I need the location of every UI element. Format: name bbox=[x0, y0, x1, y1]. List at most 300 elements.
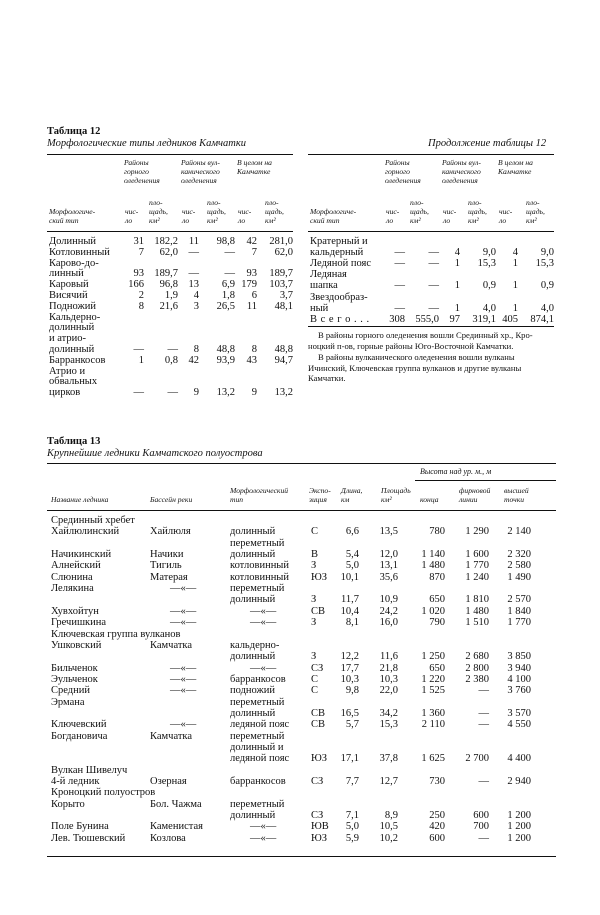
t13-cell: 15,3 bbox=[379, 719, 398, 731]
t12-right-cell: — bbox=[394, 247, 405, 259]
t13-cell: 2 940 bbox=[507, 776, 531, 788]
t13-cell: — bbox=[478, 685, 489, 697]
t13-cell: — bbox=[478, 707, 489, 719]
t13-end-header: конца bbox=[420, 495, 439, 504]
t12-right-area-header: пло- bbox=[526, 198, 540, 207]
t12-left-row-label: Кальдерно- bbox=[49, 311, 101, 323]
t13-cell: долинный bbox=[230, 707, 276, 719]
t12-left-cell: 8 bbox=[138, 300, 144, 312]
t12-left-cell: 8 bbox=[251, 344, 257, 355]
t13-cell: 5,7 bbox=[345, 719, 359, 731]
t13-cell: З bbox=[311, 594, 317, 606]
t12-left-row-label: Атрио и bbox=[49, 365, 86, 377]
t13-cell: Хайлюля bbox=[150, 526, 191, 538]
t13-cell: 10,2 bbox=[379, 832, 398, 844]
t13-cell: —«— bbox=[170, 662, 197, 674]
t12-left-cell: — bbox=[224, 268, 235, 280]
t13-cell: СЗ bbox=[311, 810, 324, 822]
t12-left-cell: 166 bbox=[128, 279, 144, 291]
t12-right-cell: — bbox=[394, 258, 405, 270]
t13-cell: 4 100 bbox=[507, 673, 531, 685]
t13-cell: 22,0 bbox=[379, 685, 398, 697]
t13-cell: 13,5 bbox=[379, 526, 398, 538]
t13-cell: 1 020 bbox=[421, 605, 445, 617]
t13-cell: Слюнина bbox=[51, 571, 93, 583]
t13-cell: Поле Бунина bbox=[51, 821, 109, 833]
t12-left-num-header: ло bbox=[125, 216, 133, 225]
t12-left-cell: 93,9 bbox=[216, 354, 235, 366]
t13-len-header-2: км bbox=[341, 495, 350, 504]
t12-left-cell: 3 bbox=[193, 300, 199, 312]
t13-cell: 1 510 bbox=[465, 617, 489, 629]
t13-cell: Каменистая bbox=[150, 821, 203, 833]
t13-cell: долинный bbox=[230, 651, 276, 663]
t12-left-area-header: щадь, bbox=[207, 207, 226, 216]
t12-left-num-header: ло bbox=[238, 216, 246, 225]
t12-left-cell: 3,7 bbox=[279, 290, 293, 301]
t12-right-type-header: ский тип bbox=[310, 216, 340, 225]
t13-cell: 1 770 bbox=[465, 560, 489, 572]
t12-left-cell: 13,2 bbox=[216, 387, 235, 399]
t13-cell: 2 380 bbox=[465, 673, 489, 685]
t12-right-cell: 15,3 bbox=[477, 258, 496, 270]
t13-cell: 3 570 bbox=[507, 707, 531, 719]
t12-left-cell: 1,8 bbox=[221, 290, 235, 301]
t13-cell: переметный bbox=[230, 798, 285, 810]
t12-right-cell: 4 bbox=[512, 247, 518, 259]
t13-cell: З bbox=[311, 617, 317, 629]
t12-right-cell: 1 bbox=[512, 302, 518, 314]
t12-right-cell: 1 bbox=[512, 280, 518, 292]
t13-cell: —«— bbox=[170, 617, 197, 629]
t12-right-num-header: чис- bbox=[443, 207, 457, 216]
t13-cell: 2 580 bbox=[507, 560, 531, 572]
t12-right-cell: 1 bbox=[454, 280, 460, 292]
t12-right-num-header: чис- bbox=[499, 207, 513, 216]
t13-cell: 12,7 bbox=[379, 776, 398, 788]
t13-cell: 1 840 bbox=[507, 605, 531, 617]
t12-right-cell: 874,1 bbox=[530, 313, 554, 325]
t13-cell: 3 760 bbox=[507, 685, 531, 697]
t12-right-cell: 1 bbox=[512, 258, 518, 270]
t13-cell: —«— bbox=[250, 832, 277, 844]
t13-height-header: Высота над ур. м., м bbox=[420, 467, 492, 476]
t12-left-num-header: чис- bbox=[182, 207, 196, 216]
t13-cell: Гречишкина bbox=[51, 617, 107, 629]
t13-cell: 3 940 bbox=[507, 662, 531, 674]
t12-left-row-label: долинный bbox=[49, 344, 95, 355]
t13-cell: 16,5 bbox=[340, 707, 359, 719]
t12-left-group-header: Районы bbox=[124, 158, 149, 167]
t13-cell: —«— bbox=[250, 821, 277, 833]
t12-left-row-label: обвальных bbox=[49, 376, 98, 388]
t12-left-cell: 189,7 bbox=[154, 268, 178, 280]
t12-right-type-header: Морфологиче- bbox=[310, 207, 357, 216]
t12-left-row-label: и атрио- bbox=[49, 333, 86, 345]
t13-cell: долинный bbox=[230, 526, 276, 538]
t13-cell: 4-й ледник bbox=[51, 776, 100, 788]
t12-left-cell: 4 bbox=[193, 290, 199, 301]
t12-left-num-header: ло bbox=[182, 216, 190, 225]
t12-left-cell: 179 bbox=[241, 279, 257, 291]
t12-left-area-header: пло- bbox=[207, 198, 221, 207]
t13-cell: переметный bbox=[230, 730, 285, 742]
t13-cell: 16,0 bbox=[379, 617, 398, 629]
t12-right-cell: 1 bbox=[454, 302, 460, 314]
t13-cell: 420 bbox=[429, 821, 445, 833]
t13-cell: С bbox=[311, 685, 319, 697]
t13-cell: СВ bbox=[311, 605, 326, 617]
t13-group-heading: Вулкан Шивелуч bbox=[51, 764, 128, 776]
t13-cell: Эрмана bbox=[51, 696, 85, 708]
t13-cell: Хувхойтун bbox=[51, 605, 99, 617]
t12-right-area-header: км² bbox=[526, 216, 537, 225]
t13-cell: 1 625 bbox=[421, 753, 445, 765]
t12-right-cell: — bbox=[394, 302, 405, 314]
t12-left-cell: — bbox=[167, 387, 178, 399]
t12-right-cell: — bbox=[428, 258, 439, 270]
t12-right-num-header: чис- bbox=[386, 207, 400, 216]
t13-top-header-1: высшей bbox=[504, 486, 529, 495]
t13-cell: Хайлюлинский bbox=[51, 526, 120, 538]
t13-cell: Озерная bbox=[150, 776, 187, 788]
t12-note2-line2: Ичинский, Ключевская группа вулканов и другие вулканы bbox=[308, 362, 522, 373]
t13-cell: 870 bbox=[429, 571, 445, 583]
t13-cell: Бол. Чажма bbox=[150, 798, 202, 810]
t12-right-group-header: Камчатке bbox=[498, 167, 532, 176]
t12-right-cell: 4,0 bbox=[540, 302, 554, 314]
t12-left-cell: — bbox=[188, 268, 199, 280]
t12-note1-line2: ноцкий п-ов, горные районы Юго-Восточной Камчатки. bbox=[308, 340, 514, 351]
t12-left-row-label: Котловинный bbox=[49, 246, 110, 258]
t13-cell: 600 bbox=[429, 832, 445, 844]
t12-right-area-header: щадь, bbox=[526, 207, 545, 216]
t13-cell: 7,1 bbox=[345, 810, 359, 822]
t12-left-cell: 2 bbox=[138, 290, 144, 301]
t12-notes bbox=[308, 330, 556, 384]
t13-cell: долинный и bbox=[230, 742, 284, 753]
t13-cell: Лелякина bbox=[51, 583, 94, 595]
t12-right-group-header: горного bbox=[385, 167, 410, 176]
t13-cell: 17,1 bbox=[340, 753, 359, 765]
t13-cell: 10,3 bbox=[379, 673, 398, 685]
t12-left-cell: — bbox=[224, 246, 235, 258]
t12-left-cell: 7 bbox=[251, 246, 257, 258]
t12-left-cell: 31 bbox=[133, 236, 144, 247]
t13-cell: —«— bbox=[170, 605, 197, 617]
t12-left-area-header: км² bbox=[207, 216, 218, 225]
t12-left-cell: 182,2 bbox=[154, 236, 178, 247]
t12-left-cell: 98,8 bbox=[216, 236, 235, 247]
t13-group-heading: Кроноцкий полуостров bbox=[51, 787, 156, 799]
t13-exp-header-1: Экспо- bbox=[309, 486, 331, 495]
t13-cell: 12,2 bbox=[340, 651, 359, 663]
t12-right-row-label: ный bbox=[310, 302, 329, 314]
t13-cell: 10,4 bbox=[340, 605, 359, 617]
t13-top-header bbox=[504, 486, 529, 504]
t13-area-header-1: Площадь bbox=[381, 486, 411, 495]
t12-right-cell: — bbox=[428, 247, 439, 259]
t12-left-group-header: горного bbox=[124, 167, 149, 176]
t13-cell: —«— bbox=[170, 673, 197, 685]
t12-left-group-header: оледенения bbox=[124, 176, 160, 185]
t13-cell: подножий bbox=[230, 685, 276, 697]
t12-right-group-header: канического bbox=[442, 167, 481, 176]
t12-left-group-header: Камчатке bbox=[237, 167, 271, 176]
t13-cell: котловинный bbox=[230, 560, 289, 572]
t13-cell: переметный bbox=[230, 696, 285, 708]
t13-cell: СЗ bbox=[311, 662, 324, 674]
t13-cell: 21,8 bbox=[379, 662, 398, 674]
t13-cell: —«— bbox=[250, 662, 277, 674]
t13-exp-header-2: зиция bbox=[309, 495, 327, 504]
t13-basin-header: Бассейн реки bbox=[150, 495, 193, 504]
t12-left-cell: — bbox=[188, 246, 199, 258]
t12-left-cell: 281,0 bbox=[269, 236, 293, 247]
t13-exp-header bbox=[309, 486, 331, 504]
t13-cell: Козлова bbox=[150, 832, 186, 844]
t12-right-group-header: В целом на bbox=[498, 158, 533, 167]
t13-cell: —«— bbox=[170, 685, 197, 697]
t13-cell: 1 525 bbox=[421, 685, 445, 697]
t13-cell: 24,2 bbox=[379, 605, 398, 617]
t13-cell: 2 700 bbox=[465, 753, 489, 765]
t13-cell: Средний bbox=[51, 685, 90, 697]
t13-cell: 10,1 bbox=[340, 571, 359, 583]
t13-cell: 5,0 bbox=[345, 821, 359, 833]
t12-left-cell: 0,8 bbox=[164, 354, 178, 366]
t12-left-cell: 6 bbox=[251, 290, 257, 301]
table13-caption: Таблица 13 bbox=[47, 436, 101, 447]
t13-cell: 1 200 bbox=[507, 821, 531, 833]
t13-cell: ЮЗ bbox=[311, 571, 328, 583]
t13-cell: Ушковский bbox=[51, 639, 102, 651]
t12-note2-line3: Камчатки. bbox=[308, 373, 346, 383]
t13-cell: 37,8 bbox=[379, 753, 398, 765]
t13-cell: долинный bbox=[230, 549, 276, 561]
t12-right-cell: 555,0 bbox=[415, 313, 439, 325]
t12-left-cell: 42 bbox=[246, 236, 257, 247]
t13-cell: 700 bbox=[473, 821, 489, 833]
t12-right-header-rule bbox=[308, 231, 554, 232]
t12-left-cell: 94,7 bbox=[274, 354, 293, 366]
t13-cell: 7,7 bbox=[345, 776, 359, 788]
t12-right-cell: 308 bbox=[389, 313, 405, 325]
t13-cell: 9,8 bbox=[345, 685, 359, 697]
t13-cell: 4 400 bbox=[507, 753, 531, 765]
t12-left-cell: 48,8 bbox=[216, 344, 235, 355]
t13-cell: долинный bbox=[230, 594, 276, 606]
t12-right-cell: — bbox=[428, 302, 439, 314]
t13-cell: 1 480 bbox=[421, 560, 445, 572]
table13-subtitle: Крупнейшие ледники Камчатского полуострова bbox=[47, 448, 263, 459]
t13-cell: 8,1 bbox=[345, 617, 359, 629]
t13-cell: —«— bbox=[250, 617, 277, 629]
t12-right-row-label: В с е г о . . . bbox=[310, 313, 370, 325]
t12-left-row-label: Карово-до- bbox=[49, 257, 99, 269]
t12-right-cell: — bbox=[428, 280, 439, 292]
t13-cell: В bbox=[311, 549, 319, 561]
t12-left-num-header: чис- bbox=[238, 207, 252, 216]
t12-left-cell: 9 bbox=[251, 387, 257, 399]
t12-right-cell: 319,1 bbox=[472, 313, 496, 325]
t12-left-cell: 6,9 bbox=[221, 279, 235, 291]
t13-cell: 4 550 bbox=[507, 719, 531, 731]
t12-left-area-header: км² bbox=[265, 216, 276, 225]
t13-cell: 250 bbox=[429, 810, 445, 822]
table12-subtitle: Морфологические типы ледников Камчатки bbox=[47, 138, 247, 149]
t13-firn-header-1: фирновой bbox=[459, 486, 491, 495]
t13-cell: З bbox=[311, 651, 317, 663]
t13-cell: 1 770 bbox=[507, 617, 531, 629]
t13-cell: 650 bbox=[429, 594, 445, 606]
t13-cell: 730 bbox=[429, 776, 445, 788]
t13-cell: 5,9 bbox=[345, 832, 359, 844]
t12-left-row-label: Висячий bbox=[49, 290, 88, 301]
t12-left-cell: 9 bbox=[193, 387, 199, 399]
t12-right-cell: 9,0 bbox=[482, 247, 496, 259]
t13-cell: 10,9 bbox=[379, 594, 398, 606]
t13-cell: 1 290 bbox=[465, 526, 489, 538]
t13-cell: 2 140 bbox=[507, 526, 531, 538]
t13-cell: Матерая bbox=[150, 571, 188, 583]
t12-left-cell: 1 bbox=[138, 354, 144, 366]
t13-cell: 11,7 bbox=[341, 594, 359, 606]
t12-right-group-header: Районы bbox=[385, 158, 410, 167]
t12-left-cell: 11 bbox=[246, 300, 257, 312]
t13-group-heading: Ключевская группа вулканов bbox=[51, 628, 181, 640]
t13-cell: Бильченок bbox=[51, 662, 98, 674]
t13-cell: 12,0 bbox=[379, 549, 398, 561]
t12-right-cell: 15,3 bbox=[535, 258, 554, 270]
t13-type-header-1: Морфологический bbox=[230, 486, 289, 495]
t13-cell: — bbox=[478, 776, 489, 788]
t12-left-cell: 48,8 bbox=[274, 344, 293, 355]
t12-left-type-header: ский тип bbox=[49, 216, 79, 225]
t12-left-header-rule bbox=[47, 231, 293, 232]
t13-cell: —«— bbox=[170, 719, 197, 731]
t12-right-cell: 4 bbox=[454, 247, 460, 259]
t12-right-row-label: кальдерный bbox=[310, 247, 364, 259]
t12-left-num-header: чис- bbox=[125, 207, 139, 216]
t12-left-group-header: Районы вул- bbox=[181, 158, 220, 167]
t13-cell: Тигиль bbox=[150, 560, 182, 572]
t12-right-top-rule bbox=[308, 154, 554, 155]
t12-right-cell: 0,9 bbox=[482, 280, 496, 292]
t13-cell: 790 bbox=[429, 617, 445, 629]
t12-left-cell: 48,1 bbox=[274, 300, 293, 312]
t13-cell: 3 850 bbox=[507, 651, 531, 663]
t13-firn-header bbox=[459, 486, 490, 504]
t12-left-cell: 13,2 bbox=[274, 387, 293, 399]
t12-right-area-header: пло- bbox=[468, 198, 482, 207]
t12-left-cell: 103,7 bbox=[269, 279, 293, 291]
t13-cell: переметный bbox=[230, 537, 285, 549]
t12-left-cell: — bbox=[133, 344, 144, 355]
t13-bottom-rule bbox=[47, 856, 556, 857]
t12-left-row-label: Каровый bbox=[49, 279, 89, 291]
t12-right-cell: 1 bbox=[454, 258, 460, 270]
t12-right-group-header: Районы вул- bbox=[442, 158, 481, 167]
t12-right-cell: — bbox=[394, 280, 405, 292]
t12-left-cell: 21,6 bbox=[159, 300, 178, 312]
t13-cell: 1 250 bbox=[421, 651, 445, 663]
t13-cell: Камчатка bbox=[150, 730, 193, 742]
t13-cell: ЮВ bbox=[311, 821, 329, 833]
t13-cell: барранкосов bbox=[230, 776, 286, 788]
t12-left-cell: 62,0 bbox=[159, 246, 178, 258]
t13-cell: 11,6 bbox=[380, 651, 398, 663]
t12-right-num-header: ло bbox=[499, 216, 507, 225]
t12-left-group-header: В целом на bbox=[237, 158, 272, 167]
t12-right-area-header: км² bbox=[468, 216, 479, 225]
t13-cell: СВ bbox=[311, 707, 326, 719]
t12-left-cell: 7 bbox=[138, 246, 144, 258]
t13-cell: 1 200 bbox=[507, 810, 531, 822]
t13-cell: Алнейский bbox=[51, 560, 101, 572]
t12-note1-line1: В районы горного оледенения вошли Срединный хр., Кро- bbox=[318, 330, 533, 340]
t12-left-cell: 62,0 bbox=[274, 246, 293, 258]
t13-cell: ледяной пояс bbox=[230, 753, 290, 765]
t13-cell: С bbox=[311, 526, 319, 538]
t13-cell: —«— bbox=[250, 605, 277, 617]
t13-cell: 35,6 bbox=[379, 571, 398, 583]
t12-left-cell: 1,9 bbox=[164, 290, 178, 301]
t12-right-num-header: ло bbox=[386, 216, 394, 225]
t13-type-header-2: тип bbox=[230, 495, 244, 504]
t13-cell: — bbox=[478, 719, 489, 731]
t12-left-group-header: канического bbox=[181, 167, 220, 176]
t13-cell: С bbox=[311, 673, 319, 685]
t12-right-row-label: Ледяная bbox=[310, 269, 347, 281]
t13-cell: ледяной пояс bbox=[230, 719, 290, 731]
t13-len-header bbox=[341, 486, 362, 504]
t13-cell: 2 570 bbox=[507, 594, 531, 606]
t13-cell: 1 240 bbox=[465, 571, 489, 583]
t12-left-area-header: пло- bbox=[149, 198, 163, 207]
t12-right-num-header: ло bbox=[443, 216, 451, 225]
t13-cell: —«— bbox=[170, 583, 197, 595]
t13-cell: 1 360 bbox=[421, 707, 445, 719]
table12-continuation: Продолжение таблицы 12 bbox=[428, 138, 547, 149]
t12-right-row-label: Ледяной пояс bbox=[310, 258, 372, 270]
t13-height-rule bbox=[415, 480, 556, 481]
t12-left-cell: 42 bbox=[188, 354, 199, 366]
t13-cell: 6,6 bbox=[345, 526, 359, 538]
t12-left-area-header: щадь, bbox=[265, 207, 284, 216]
t13-cell: СЗ bbox=[311, 776, 324, 788]
t12-left-cell: 93 bbox=[246, 268, 257, 280]
t13-name-header: Название ледника bbox=[51, 495, 109, 504]
t12-right-cell: 405 bbox=[502, 313, 518, 325]
t12-left-cell: 26,5 bbox=[216, 300, 235, 312]
t13-cell: Корыто bbox=[51, 798, 85, 810]
t13-cell: 8,9 bbox=[384, 810, 398, 822]
t13-top-rule bbox=[47, 463, 556, 464]
t13-cell: 13,1 bbox=[379, 560, 398, 572]
t13-cell: 1 200 bbox=[507, 832, 531, 844]
t13-top-header-2: точки bbox=[504, 495, 525, 504]
t13-cell: 17,7 bbox=[340, 662, 359, 674]
t13-firn-header-2: линии bbox=[459, 495, 478, 504]
t13-cell: 2 680 bbox=[465, 651, 489, 663]
t13-cell: 1 480 bbox=[465, 605, 489, 617]
t12-left-row-label: Подножий bbox=[49, 300, 96, 312]
t13-cell: Ключевский bbox=[51, 719, 107, 731]
t13-cell: 2 320 bbox=[507, 549, 531, 561]
t12-left-top-rule bbox=[47, 154, 293, 155]
t13-cell: 10,5 bbox=[379, 821, 398, 833]
